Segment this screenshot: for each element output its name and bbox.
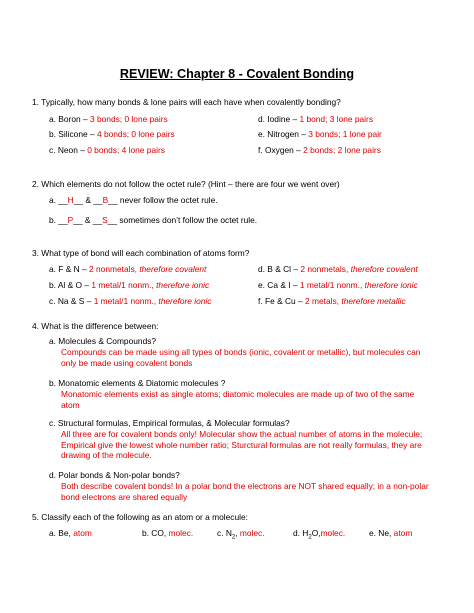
q4-part-b-label: b. Monatomic elements & Diatomic molecules ?: [49, 378, 226, 388]
q1-item-f: f. Oxygen – 2 bonds; 2 lone pairs: [258, 145, 381, 155]
question-1-prompt: 1. Typically, how many bonds & lone pairs will each have when covalently bonding?: [32, 97, 341, 107]
q5-item-c: c. $N_2$, molec.: [217, 528, 265, 541]
q5-item-d: d. $H_2O,molec$.: [293, 528, 346, 541]
q5-item-e: e. Ne, atom: [369, 528, 413, 538]
q3-item-d: d. B & Cl – 2 nonmetals, therefore covalent: [258, 264, 418, 274]
q1-item-a: a. Boron – 3 bonds; 0 lone pairs: [49, 114, 168, 124]
question-3-prompt: 3. What type of bond will each combination of atoms form?: [32, 248, 250, 258]
q3-item-e: e. Ca & I – 1 metal/1 nonm., therefore ionic: [258, 280, 418, 290]
q4-part-c-answer: All three are for covalent bonds only! Molecular show the actual number of atoms in the molecule; Empirical give the lowest whole number ratio; Sturctural formulas are not really formulas, they are drawing of the molecule.: [61, 429, 423, 461]
q4-part-c-label: c. Structural formulas, Empirical formulas, & Molecular formulas?: [49, 418, 290, 428]
q1-item-e: e. Nitrogen – 3 bonds; 1 lone pair: [258, 129, 382, 139]
q1-item-c: c. Neon – 0 bonds; 4 lone pairs: [49, 145, 165, 155]
question-5-prompt: 5. Classify each of the following as an atom or a molecule:: [32, 512, 248, 522]
q2-line-a: a. __H__ & __B__ never follow the octet rule.: [49, 195, 218, 205]
q2-line-b: b. __P__ & __S__ sometimes don’t follow the octet rule.: [49, 215, 258, 225]
q4-part-d-label: d. Polar bonds & Non-polar bonds?: [49, 470, 180, 480]
q4-part-b-answer: Monatomic elements exist as single atoms; diatomic molecules are made up of two of the same atom: [61, 389, 415, 410]
q1-item-d: d. Iodine – 1 bond; 3 lone pairs: [258, 114, 374, 124]
q3-item-b: b. Al & O – 1 metal/1 nonm., therefore ionic: [49, 280, 210, 290]
question-4-prompt: 4. What is the difference between:: [32, 321, 159, 331]
q3-item-a: a. F & N – 2 nonmetals, therefore covalent: [49, 264, 207, 274]
q4-part-a-label: a. Molecules & Compounds?: [49, 336, 157, 346]
q5-item-b: b. CO, molec.: [142, 528, 194, 538]
q4-part-a-answer: Compounds can be made using all types of bonds (ionic, covalent or metallic), but molecules can only be made using covalent bonds: [61, 347, 421, 368]
q1-item-b: b. Silicone – 4 bonds; 0 lone pairs: [49, 129, 175, 139]
page-title: REVIEW: Chapter 8 - Covalent Bonding: [119, 67, 355, 81]
q4-part-d-answer: Both describe covalent bonds! In a polar bond the electrons are NOT shared equally; in a non-polar bond electrons are shared equally: [61, 481, 429, 502]
q5-item-a: a. Be, atom: [49, 528, 92, 538]
q3-item-f: f. Fe & Cu – 2 metals, therefore metallic: [258, 296, 406, 306]
question-2-prompt: 2. Which elements do not follow the octet rule? (Hint – there are four we went over): [32, 179, 340, 189]
q3-item-c: c. Na & S – 1 metal/1 nonm., therefore ionic: [49, 296, 212, 306]
